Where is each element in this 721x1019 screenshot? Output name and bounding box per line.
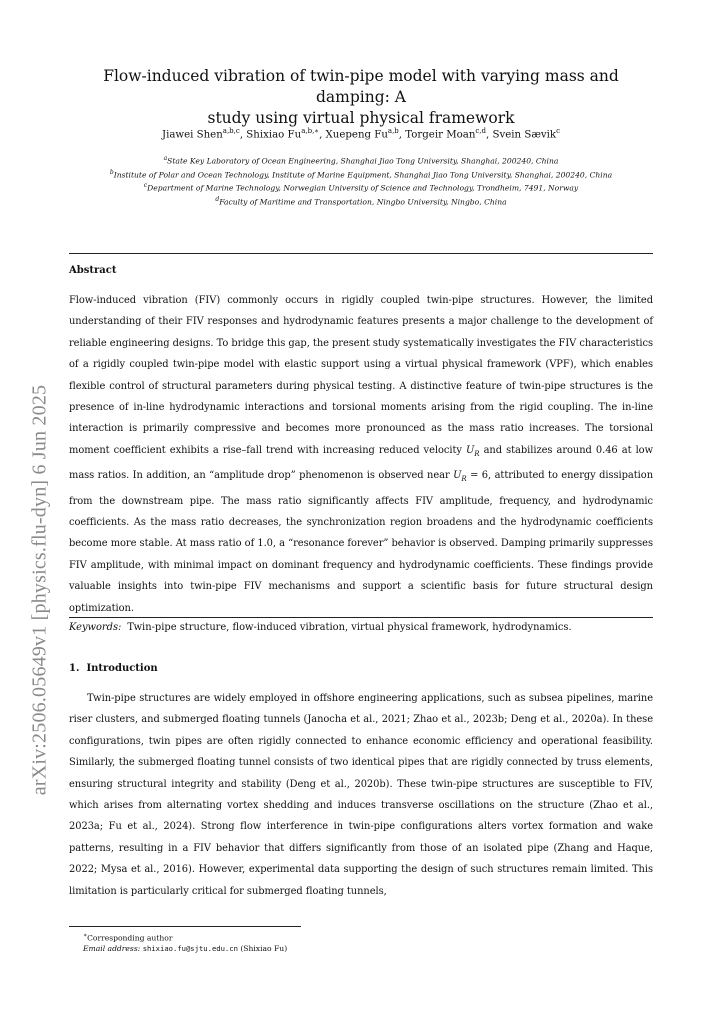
author-list: Jiawei Shen$^{a,b,c}$, Shixiao $Fu^{a,b,∗}$, Xuepeng Fu$^{a,b}$, Torgeir Moan$^{c,d}$, Svein Sævik$^c$ — [161, 127, 560, 141]
author-name: Xuepeng Fu — [325, 129, 388, 141]
abstract-text: Flow-induced vibration (FIV) commonly occurs in rigidly coupled twin-pipe structures. However, the limited understanding of their FIV responses and hydrodynamic features presents a major challenge to the development of reliable engineering designs. To bridge this gap, the present study systematically investigates the FIV characteristics of a rigidly coupled twin-pipe model with elastic support using a virtual physical framework (VPF), which enables flexible control of structural parameters during physical testing. A distinctive feature of twin-pipe structures is the presence of in-line hydrodynamic interactions and torsional moments arising from the rigid coupling. The in-line interaction is primarily compressive and becomes more pronounced as the mass ratio increases. The torsional moment coefficient exhibits a rise–fall trend with increasing reduced velocity $U_R$ and stabilizes around 0.46 at low mass ratios. In addition, an “amplitude drop” phenomenon is observed near $U_R = 6$, attributed to energy dissipation from the downstream pipe. The mass ratio significantly affects FIV amplitude, frequency, and hydrodynamic coefficients. As the mass ratio decreases, the synchronization region broadens and the hydrodynamic coefficients become more stable. At mass ratio of 1.0, a “resonance forever” behavior is observed. Damping primarily suppresses FIV amplitude, with minimal impact on dominant frequency and hydrodynamic coefficients. These findings provide valuable insights into twin-pipe FIV mechanisms and support a scientific basis for future structural design optimization. — [69, 295, 653, 614]
introduction-text: Twin-pipe structures are widely employed in offshore engineering applications, such as subsea pipelines, marine riser clusters, and submerged floating tunnels (Janocha et al., 2021; Zhao et al., 2023b; Deng et al., 2020a). In these configurations, twin pipes are often rigidly connected to enhance economic efficiency and operational feasibility. Similarly, the submerged floating tunnel consists of two identical pipes that are rigidly connected by truss elements, ensuring structural integrity and stability (Deng et al., 2020b). These twin-pipe structures are susceptible to FIV, which arises from alternating vortex shedding and induces transverse oscillations on the structure (Zhao et al., 2023a; Fu et al., 2024). Strong flow interference in twin-pipe configurations alters vortex formation and wake patterns, resulting in a FIV behavior that differs significantly from those of an isolated pipe (Zhang and Haque, 2022; Mysa et al., 2016). However, experimental data supporting the design of such structures remain limited. This limitation is particularly critical for submerged floating tunnels, — [69, 693, 653, 897]
keywords-label: Keywords: — [69, 622, 122, 633]
author-name: Torgeir Moan — [405, 129, 476, 141]
keywords-text: Twin-pipe structure, flow-induced vibration, virtual physical framework, hydrodynamics. — [127, 622, 572, 633]
section-heading-introduction — [69, 663, 158, 674]
math-symbol: $U_R$ — [453, 470, 467, 484]
footnote — [83, 931, 287, 954]
abstract-bottom-rule — [69, 617, 653, 618]
section-number: 1. — [69, 663, 80, 674]
arxiv-identifier: arXiv:2506.05649v1 [physics.flu-dyn] 6 Jun 2025 — [28, 384, 51, 796]
math-symbol: $U_R$ — [466, 444, 480, 458]
abstract-top-rule — [69, 253, 653, 254]
author-affil-mark: c — [556, 127, 560, 135]
email-link[interactable]: shixiao.fu@sjtu.edu.cn — [142, 943, 238, 953]
email-line: Email address: shixiao.fu@sjtu.edu.cn (Shixiao Fu) — [83, 943, 288, 953]
author-affil-mark: a,b — [387, 127, 399, 135]
affiliation: $^c$Department of Marine Technology, Norwegian University of Science and Technology, Trondheim, 7491, Norway — [143, 182, 579, 193]
title-line-1: Flow-induced vibration of twin-pipe model with varying mass and damping: A — [103, 67, 619, 106]
author-name: Shixiao Fu — [246, 129, 302, 141]
author-affil-mark: a,b,∗ — [301, 127, 320, 135]
keywords — [69, 621, 653, 635]
author-affil-mark: a,b,c — [222, 127, 240, 135]
author-name: Svein Sævik — [492, 129, 557, 141]
paper-title — [69, 66, 653, 129]
affiliation: $^b$Institute of Polar and Ocean Technology, Institute of Marine Equipment, Shanghai Jiao Tong University, Shanghai, 200240, China — [109, 168, 613, 180]
corresponding-author-note: ∗Corresponding author — [83, 932, 173, 943]
affiliation: $^a$State Key Laboratory of Ocean Engineering, Shanghai Jiao Tong University, Shanghai, 200240, China — [163, 155, 559, 166]
affiliation-list — [69, 153, 653, 207]
author-affil-mark: c,d — [475, 127, 487, 135]
author-name: Jiawei Shen — [161, 129, 223, 141]
footnote-rule — [69, 926, 301, 927]
affiliation: $^d$Faculty of Maritime and Transportation, Ningbo University, Ningbo, China — [215, 195, 507, 207]
abstract-heading: Abstract — [69, 265, 117, 276]
section-title: Introduction — [86, 663, 158, 674]
title-line-2: study using virtual physical framework — [207, 109, 515, 127]
